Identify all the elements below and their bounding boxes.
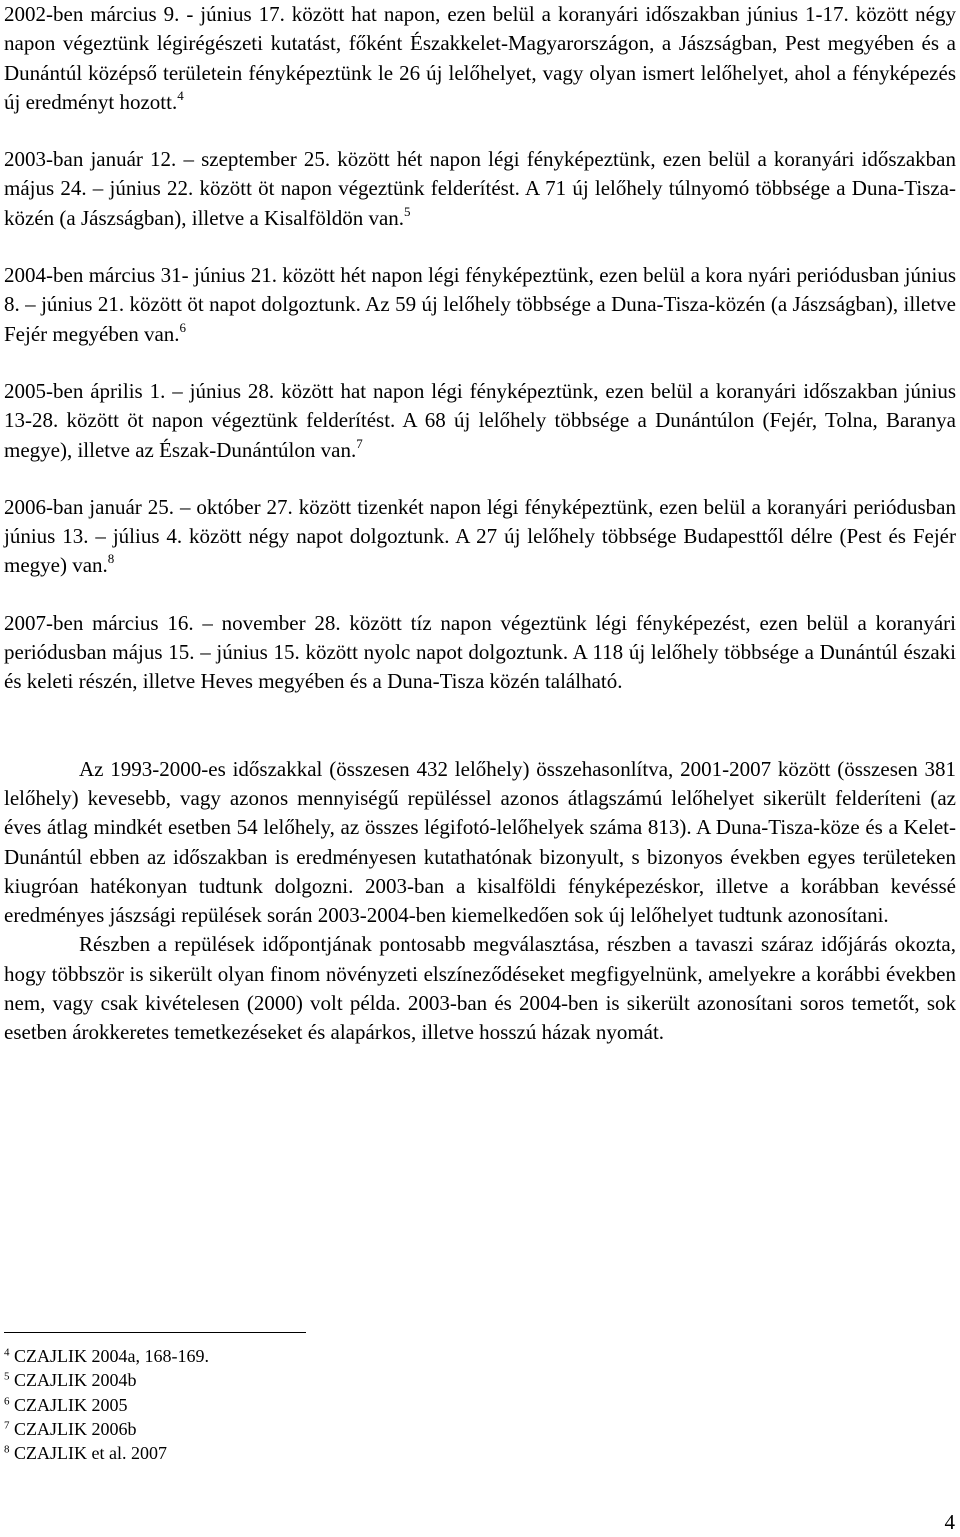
footnote-text: CZAJLIK 2004a, 168-169. <box>14 1346 209 1366</box>
footnote-6 <box>4 1393 209 1417</box>
footnote-text: CZAJLIK et al. 2007 <box>14 1443 167 1464</box>
footnote-ref[interactable]: 5 <box>404 203 411 219</box>
footnote-text: CZAJLIK 2005 <box>14 1394 128 1415</box>
footnote-4 <box>4 1344 209 1368</box>
footnote-ref[interactable]: 6 <box>179 319 187 335</box>
paragraph-2005 <box>4 377 956 465</box>
paragraph-text: 2002-ben március 9. - június 17. között hat napon, ezen belül a koranyári időszakban június 1-17. között négy napon végeztünk légirégészeti kutatást, főként Északkelet-Magyarországon, a Jászságban, Pest megyében és a Dunántúl középső területein fényképeztünk le 26 új lelőhelyet, vagy olyan ismert lelőhelyet, ahol a fényképezés új eredményt hozott. <box>4 2 956 114</box>
footnote-8 <box>4 1441 209 1465</box>
footnotes <box>4 1344 209 1465</box>
footnote-separator <box>4 1332 306 1333</box>
paragraph-text: 2004-ben március 31- június 21. között hét napon légi fényképeztünk, ezen belül a kora nyári periódusban június 8. – június 21. között öt napot dolgoztunk. Az 59 új lelőhely többsége a Duna-Tisza-közén (a Jászságban), illetve Fejér megyében van. <box>4 263 956 346</box>
footnote-5 <box>4 1368 209 1392</box>
paragraph-text: Az 1993-2000-es időszakkal (összesen 432 lelőhely) összehasonlítva, 2001-2007 között (összesen 381 lelőhely) kevesebb, vagy azonos mennyiségű repüléssel azonos átlagszámú lelőhelyet sikerült felderíteni (az éves átlag mindkét esetben 54 lelőhely, az összes légifotó-lelőhelyek száma 813). A Duna-Tisza-köze és a Kelet-Dunántúl ebben az időszakban is eredményesen kutathatónak bizonyult, s bizonyos években egyes területeken kiugróan hatékonyan tudtunk dolgozni. 2003-ban a kisalföldi fényképezéskor, illetve a korábban kevéssé eredményes jászsági repülések során 2003-2004-ben kiemelkedően sok új lelőhelyet tudtunk azonosítani. <box>4 756 956 928</box>
footnote-ref[interactable]: 8 <box>107 551 115 567</box>
footnote-number: 4 <box>4 1346 10 1359</box>
paragraph-comparison <box>4 755 956 931</box>
page-number: 4 <box>944 1510 955 1534</box>
footnote-number: 6 <box>4 1395 10 1407</box>
paragraph-2006 <box>4 493 956 581</box>
footnote-text: CZAJLIK 2006b <box>14 1418 137 1439</box>
paragraph-2004 <box>4 261 956 349</box>
footnote-ref[interactable]: 7 <box>356 435 363 451</box>
paragraph-2002 <box>4 0 956 117</box>
paragraph-text: 2006-ban január 25. – október 27. között tizenkét napon légi fényképeztünk, ezen belül a koranyári periódusban június 13. – július 4. között négy napot dolgoztunk. A 27 új lelőhely többsége Budapesttől délre (Pest és Fejér megye) van. <box>4 494 956 578</box>
footnote-ref[interactable]: 4 <box>177 87 184 103</box>
paragraph-text: Részben a repülések időpontjának pontosabb megválasztása, részben a tavaszi száraz időjárás okozta, hogy többször is sikerült olyan finom növényzeti elszíneződéseket megfigyelnünk, amelyekre a korábbi években nem, vagy csak kivételesen (2000) volt példa. 2003-ban és 2004-ben is sikerült azonosítani soros temetőt, sok esetben árokkeretes temetkezéseket és alapárkos, illetve hosszú házak nyomát. <box>4 932 956 1045</box>
paragraph-2007 <box>4 609 956 697</box>
paragraph-text: 2005-ben április 1. – június 28. között hat napon légi fényképeztünk, ezen belül a koranyári időszakban június 13-28. között öt napon végeztünk felderítést. A 68 új lelőhely többsége a Dunántúlon (Fejér, Tolna, Baranya megye), illetve az Észak-Dunántúlon van. <box>4 378 956 462</box>
footnote-number: 7 <box>4 1419 10 1432</box>
paragraph-text: 2007-ben március 16. – november 28. között tíz napon végeztünk légi fényképezést, ezen belül a koranyári periódusban május 15. – június 15. között nyolc napot dolgoztunk. A 118 új lelőhely többsége a Dunántúl északi és keleti részén, illetve Heves megyében és a Duna-Tisza közén található. <box>4 610 956 694</box>
paragraph-2003 <box>4 145 956 233</box>
document-body <box>4 0 956 1048</box>
paragraph-text: 2003-ban január 12. – szeptember 25. között hét napon légi fényképeztünk, ezen belül a koranyári időszakban május 24. – június 22. között öt napon végeztünk felderítést. A 71 új lelőhely túlnyomó többsége a Duna-Tisza-közén (a Jászságban), illetve a Kisalföldön van. <box>4 147 956 230</box>
footnote-text: CZAJLIK 2004b <box>14 1370 137 1391</box>
footnote-7 <box>4 1417 209 1441</box>
paragraph-conclusion <box>4 930 956 1047</box>
footnote-number: 8 <box>4 1443 10 1456</box>
footnote-number: 5 <box>4 1370 10 1383</box>
